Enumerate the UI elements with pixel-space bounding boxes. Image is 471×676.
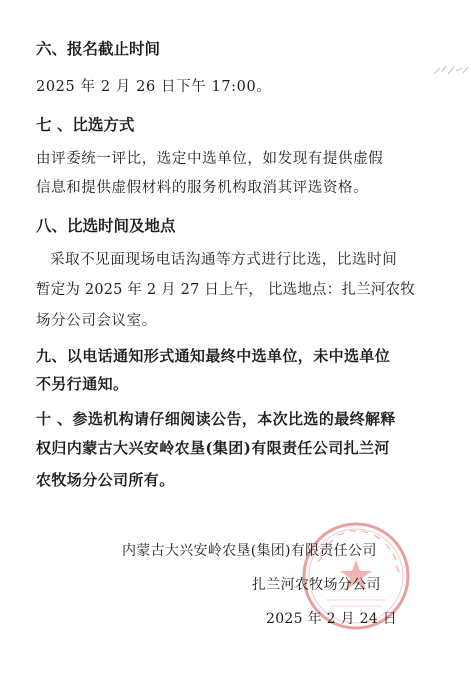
section-8-heading: 八、比选时间及地点 bbox=[36, 216, 176, 235]
section-9-line-2: 不另行通知。 bbox=[36, 375, 129, 393]
scan-edge-mark bbox=[432, 62, 470, 80]
section-9-line-1: 九、以电话通知形式通知最终中选单位，未中选单位 bbox=[36, 347, 391, 365]
section-7-line-1: 由评委统一评比，选定中选单位，如发现有提供虚假 bbox=[36, 151, 384, 167]
section-6-heading: 六、报名截止时间 bbox=[36, 39, 161, 58]
signature-branch: 扎兰河农牧场分公司 bbox=[252, 577, 381, 593]
section-7-line-2: 信息和提供虚假材料的服务机构取消其评选资格。 bbox=[36, 180, 369, 196]
section-10-line-1: 十 、参选机构请仔细阅读公告，本次比选的最终解释 bbox=[36, 410, 396, 428]
section-6-deadline: 2025 年 2 月 26 日下午 17:00。 bbox=[36, 79, 272, 95]
section-8-line-1: 采取不见面现场电话沟通等方式进行比选，比选时间 bbox=[50, 252, 398, 268]
section-8-line-2: 暂定为 2025 年 2 月 27 日上午， 比选地点：扎兰河农牧 bbox=[36, 282, 415, 298]
section-10-line-2: 权归内蒙古大兴安岭农垦(集团)有限责任公司扎兰河 bbox=[36, 439, 390, 457]
section-7-heading: 七 、比选方式 bbox=[36, 115, 135, 134]
section-10-line-3: 农牧场分公司所有。 bbox=[36, 471, 175, 489]
signature-date: 2025 年 2 月 24 日 bbox=[266, 611, 398, 627]
section-8-line-3: 场分公司会议室。 bbox=[36, 313, 157, 329]
signature-organization: 内蒙古大兴安岭农垦(集团)有限责任公司 bbox=[122, 543, 377, 559]
